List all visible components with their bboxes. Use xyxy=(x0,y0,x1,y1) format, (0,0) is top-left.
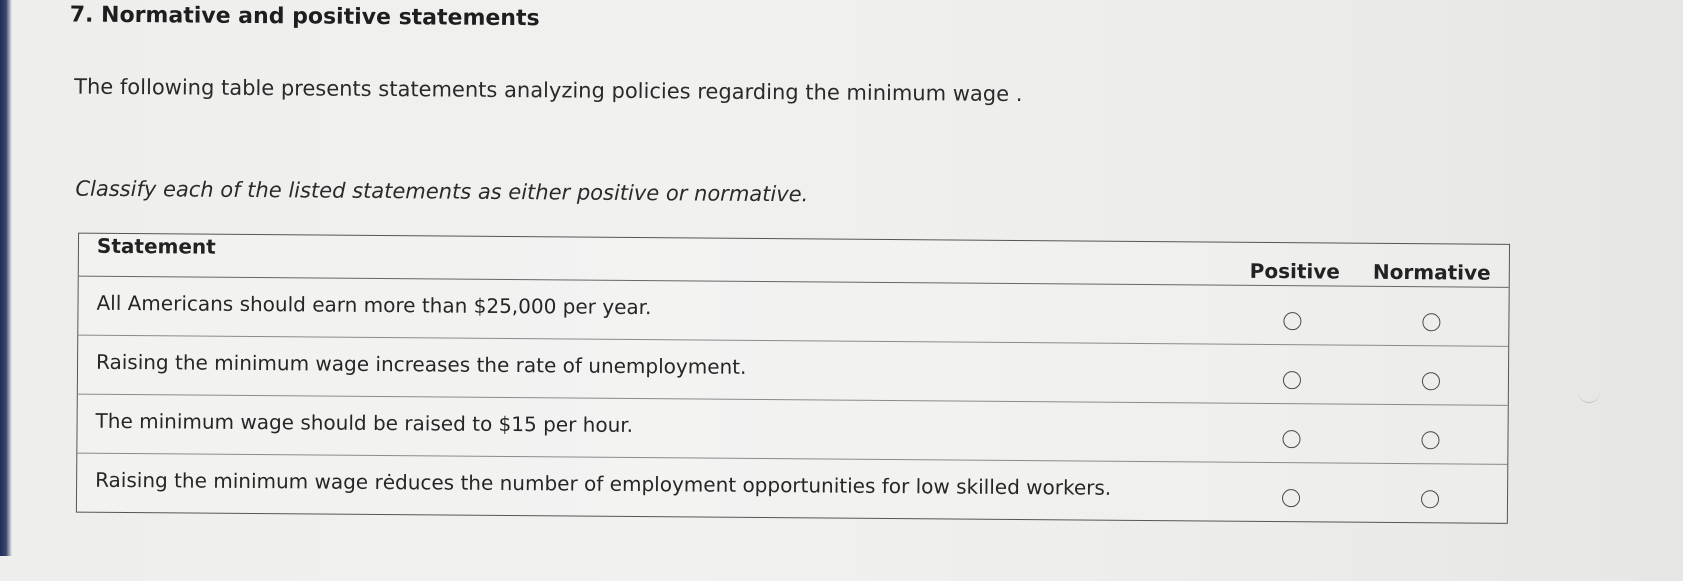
classification-table xyxy=(76,233,1510,524)
table-row xyxy=(77,454,1507,523)
normative-radio[interactable] xyxy=(1421,490,1439,508)
positive-radio[interactable] xyxy=(1283,371,1301,389)
statement-text: The minimum wage should be raised to $15 per hour. xyxy=(95,408,634,437)
statement-text: All Americans should earn more than $25,000 per year. xyxy=(96,290,652,320)
normative-radio[interactable] xyxy=(1422,313,1440,331)
question-title: 7. Normative and positive statements xyxy=(69,2,540,32)
intro-text: The following table presents statements analyzing policies regarding the minimum wage . xyxy=(74,74,1023,107)
normative-radio[interactable] xyxy=(1421,431,1439,449)
header-statement: Statement xyxy=(96,233,216,259)
header-positive: Positive xyxy=(1249,258,1341,284)
instruction-text: Classify each of the listed statements as either positive or normative. xyxy=(75,176,809,207)
statement-text: Raising the minimum wage rėduces the number of employment opportunities for low skilled workers. xyxy=(95,467,1112,500)
header-normative: Normative xyxy=(1372,259,1491,285)
normative-radio[interactable] xyxy=(1422,372,1440,390)
statement-text: Raising the minimum wage increases the rate of unemployment. xyxy=(95,349,747,379)
positive-radio[interactable] xyxy=(1282,489,1300,507)
positive-radio[interactable] xyxy=(1282,430,1300,448)
positive-radio[interactable] xyxy=(1283,312,1301,330)
